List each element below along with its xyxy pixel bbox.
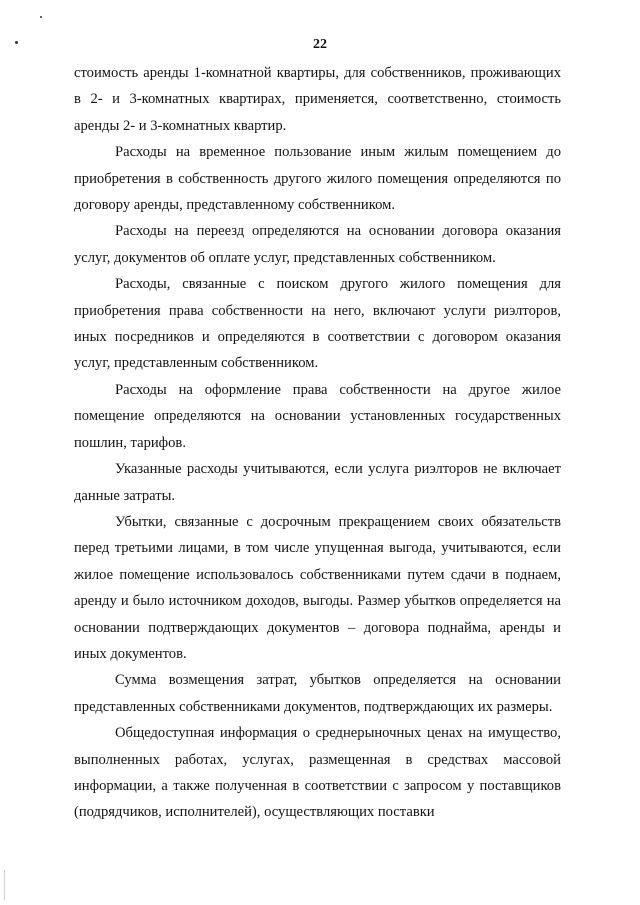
page-number: 22 — [313, 37, 327, 52]
paragraph: Расходы на оформление права собственности на другое жилое помещение определяются на основании установленных государственных пошлин, тарифов. — [74, 381, 561, 451]
paragraph: стоимость аренды 1-комнатной квартиры, для собственников, проживающих в 2- и 3-комнатных квартирах, применяется, соответственно, стоимость аренды 2- и 3-комнатных квартир. — [74, 65, 561, 134]
scan-edge-mark — [4, 870, 5, 900]
paragraph: Убытки, связанные с досрочным прекращением своих обязательств перед третьими лицами, в том числе упущенная выгода, учитываются, если жилое помещение использовалось собственниками путем сдачи в поднаем, аренду и было источником доходов, выгоды. Размер убытков определяется на основании подтверждающих документов – договора поднайма, аренды и иных документов. — [74, 513, 561, 662]
body-text — [74, 60, 561, 826]
paragraph: Указанные расходы учитываются, если услуга риэлторов не включает данные затраты. — [74, 461, 561, 504]
paragraph: Расходы, связанные с поиском другого жилого помещения для приобретения права собственности на него, включают услуги риэлторов, иных посредников и определяются в соответствии с договором оказания услуг, представленным собственником. — [74, 276, 561, 372]
paragraph: Общедоступная информация о среднерыночных ценах на имущество, выполненных работах, услугах, размещенная в средствах массовой информации, а также полученная в соответствии с запросом у поставщиков (подрядчиков, исполнителей), осуществляющих поставки — [74, 725, 561, 821]
scan-speck — [40, 16, 42, 18]
paragraph: Расходы на переезд определяются на основании договора оказания услуг, документов об оплате услуг, представленных собственником. — [74, 223, 561, 266]
paragraph: Расходы на временное пользование иным жилым помещением до приобретения в собственность другого жилого помещения определяются по договору аренды, представленному собственником. — [74, 144, 561, 214]
paragraph: Сумма возмещения затрат, убытков определяется на основании представленных собственниками документов, подтверждающих их размеры. — [74, 672, 561, 715]
